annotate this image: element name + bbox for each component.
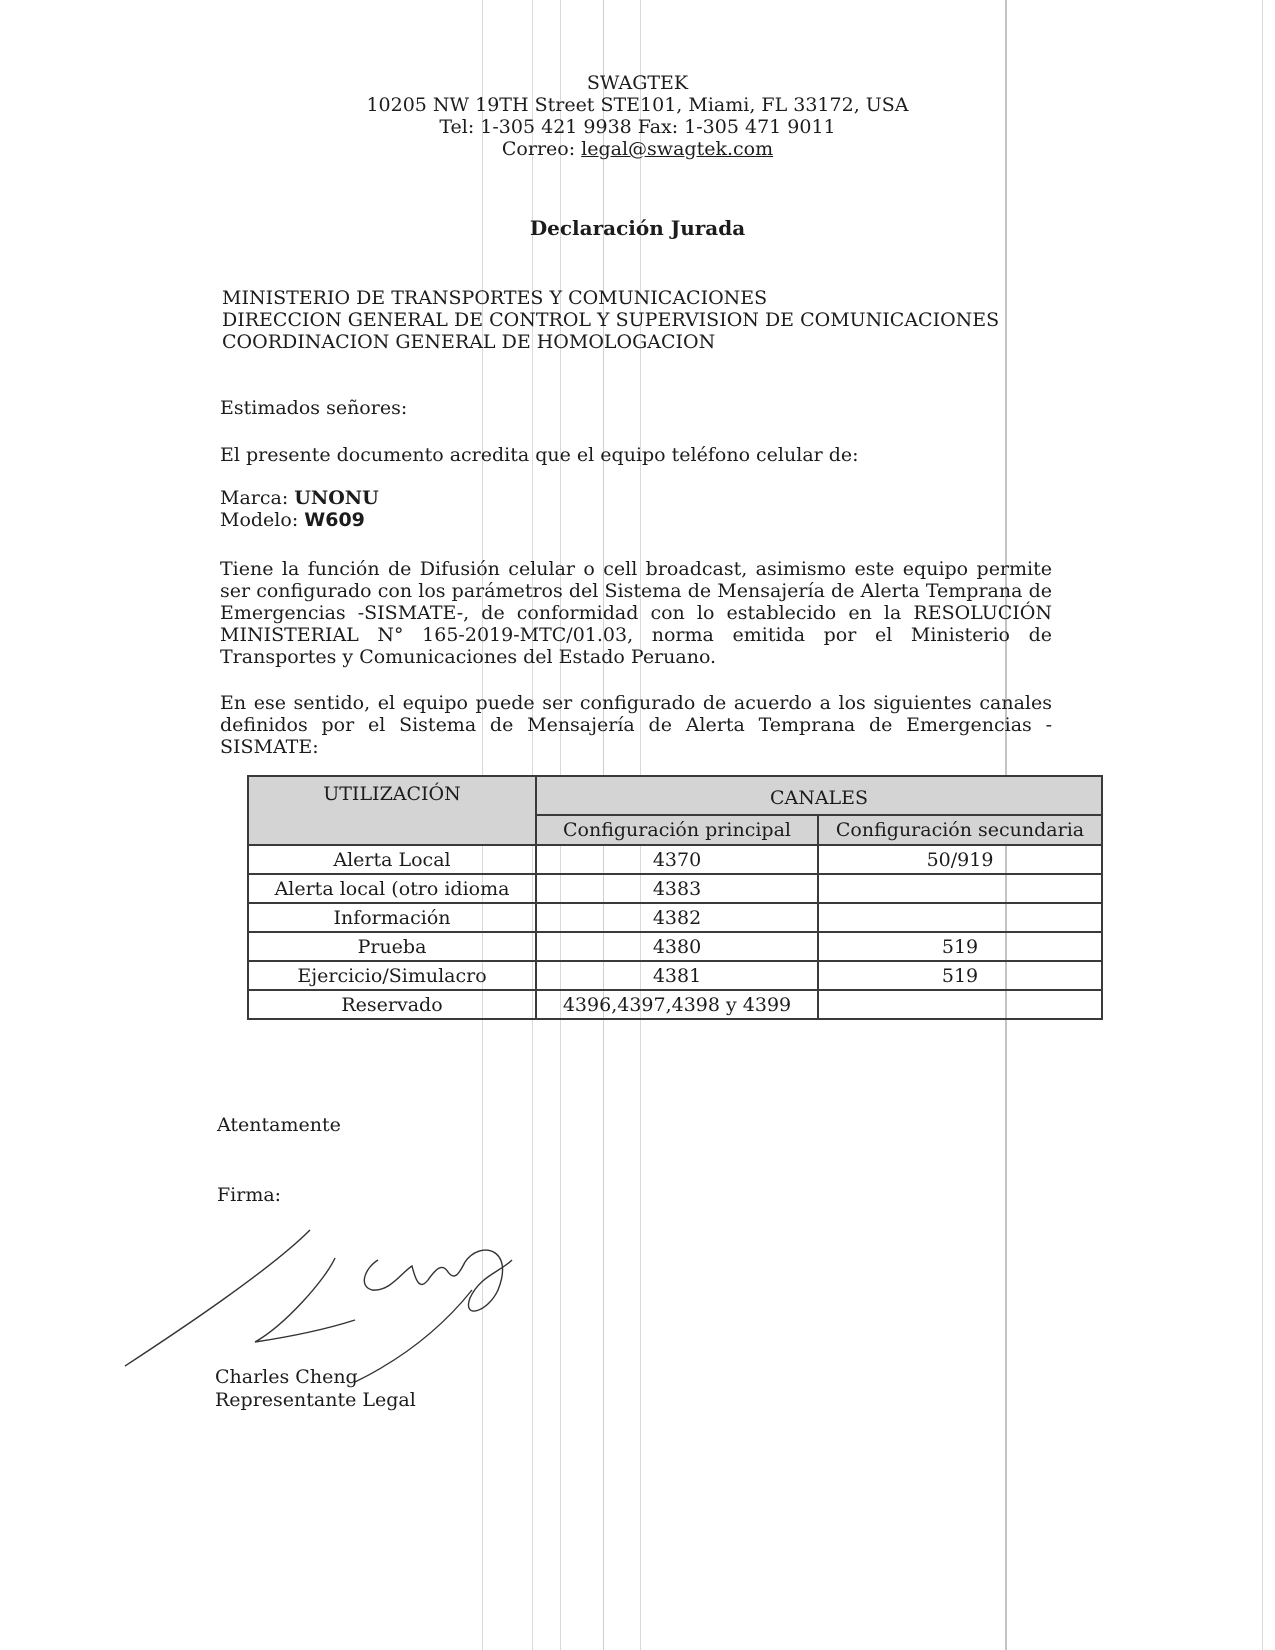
cell-main: 4382	[536, 903, 818, 932]
function-paragraph: Tiene la función de Difusión celular o cell broadcast, asimismo este equipo permite ser configurado con los parámetros del Sistema de Mensajería de Alerta Temprana de Emergencias -SISMATE-, de conformidad con lo establecido en la RESOLUCIÓN MINISTERIAL N° 165-2019-MTC/01.03, norma emitida por el Ministerio de Transportes y Comunicaciones del Estado Peruano.	[220, 558, 1052, 668]
cell-secondary: 519	[818, 961, 1102, 990]
cell-main: 4383	[536, 874, 818, 903]
brand-line	[220, 487, 1052, 509]
cell-secondary: 519	[818, 932, 1102, 961]
model-line	[220, 509, 1052, 531]
cell-main: 4396,4397,4398 y 4399	[536, 990, 818, 1019]
cell-main: 4370	[536, 845, 818, 874]
table-row	[248, 845, 1102, 874]
email-label: Correo:	[501, 138, 576, 160]
device-info	[220, 487, 1052, 531]
company-address: 10205 NW 19TH Street STE101, Miami, FL 33172, USA	[366, 94, 909, 116]
signer-name: Charles Cheng	[215, 1366, 358, 1388]
model-label: Modelo:	[220, 509, 299, 531]
model-value: W609	[304, 509, 365, 531]
scan-artifact	[1262, 0, 1263, 1650]
recipients-block	[222, 287, 999, 353]
recipient-line: COORDINACION GENERAL DE HOMOLOGACION	[222, 331, 716, 353]
header-main-config: Configuración principal	[536, 815, 818, 845]
cell-main: 4380	[536, 932, 818, 961]
cell-usage: Información	[248, 903, 536, 932]
document-title: Declaración Jurada	[529, 216, 746, 240]
cell-secondary	[818, 903, 1102, 932]
cell-usage: Prueba	[248, 932, 536, 961]
cell-usage: Reservado	[248, 990, 536, 1019]
header-channels: CANALES	[536, 776, 1102, 815]
signer-block	[215, 1366, 416, 1412]
table-row	[248, 932, 1102, 961]
email-link[interactable]: legal@swagtek.com	[581, 138, 774, 160]
header-usage: UTILIZACIÓN	[248, 776, 536, 845]
letterhead	[0, 72, 1275, 160]
cell-main: 4381	[536, 961, 818, 990]
recipient-line: MINISTERIO DE TRANSPORTES Y COMUNICACIONES	[222, 287, 768, 309]
company-name: SWAGTEK	[586, 72, 689, 94]
brand-value: UNONU	[294, 487, 379, 509]
channels-paragraph: En ese sentido, el equipo puede ser configurado de acuerdo a los siguientes canales definidos por el Sistema de Mensajería de Alerta Temprana de Emergencias -SISMATE:	[220, 692, 1052, 758]
table-row	[248, 874, 1102, 903]
company-phones: Tel: 1-305 421 9938 Fax: 1-305 471 9011	[439, 116, 836, 138]
table-row	[248, 961, 1102, 990]
closing: Atentamente	[217, 1114, 341, 1136]
cell-usage: Alerta Local	[248, 845, 536, 874]
handwritten-signature	[120, 1220, 540, 1390]
intro-paragraph: El presente documento acredita que el equipo teléfono celular de:	[220, 444, 859, 466]
recipient-line: DIRECCION GENERAL DE CONTROL Y SUPERVISION DE COMUNICACIONES	[222, 309, 1000, 331]
signature-label: Firma:	[217, 1184, 282, 1206]
cell-secondary: 50/919	[818, 845, 1102, 874]
cell-usage: Ejercicio/Simulacro	[248, 961, 536, 990]
header-secondary-config: Configuración secundaria	[818, 815, 1102, 845]
table-row	[248, 990, 1102, 1019]
channels-table	[247, 775, 1103, 1020]
company-email-line	[0, 138, 1275, 160]
signer-role: Representante Legal	[215, 1389, 416, 1411]
brand-label: Marca:	[220, 487, 289, 509]
cell-usage: Alerta local (otro idioma	[248, 874, 536, 903]
greeting: Estimados señores:	[220, 397, 408, 419]
table-row	[248, 903, 1102, 932]
cell-secondary	[818, 874, 1102, 903]
cell-secondary	[818, 990, 1102, 1019]
